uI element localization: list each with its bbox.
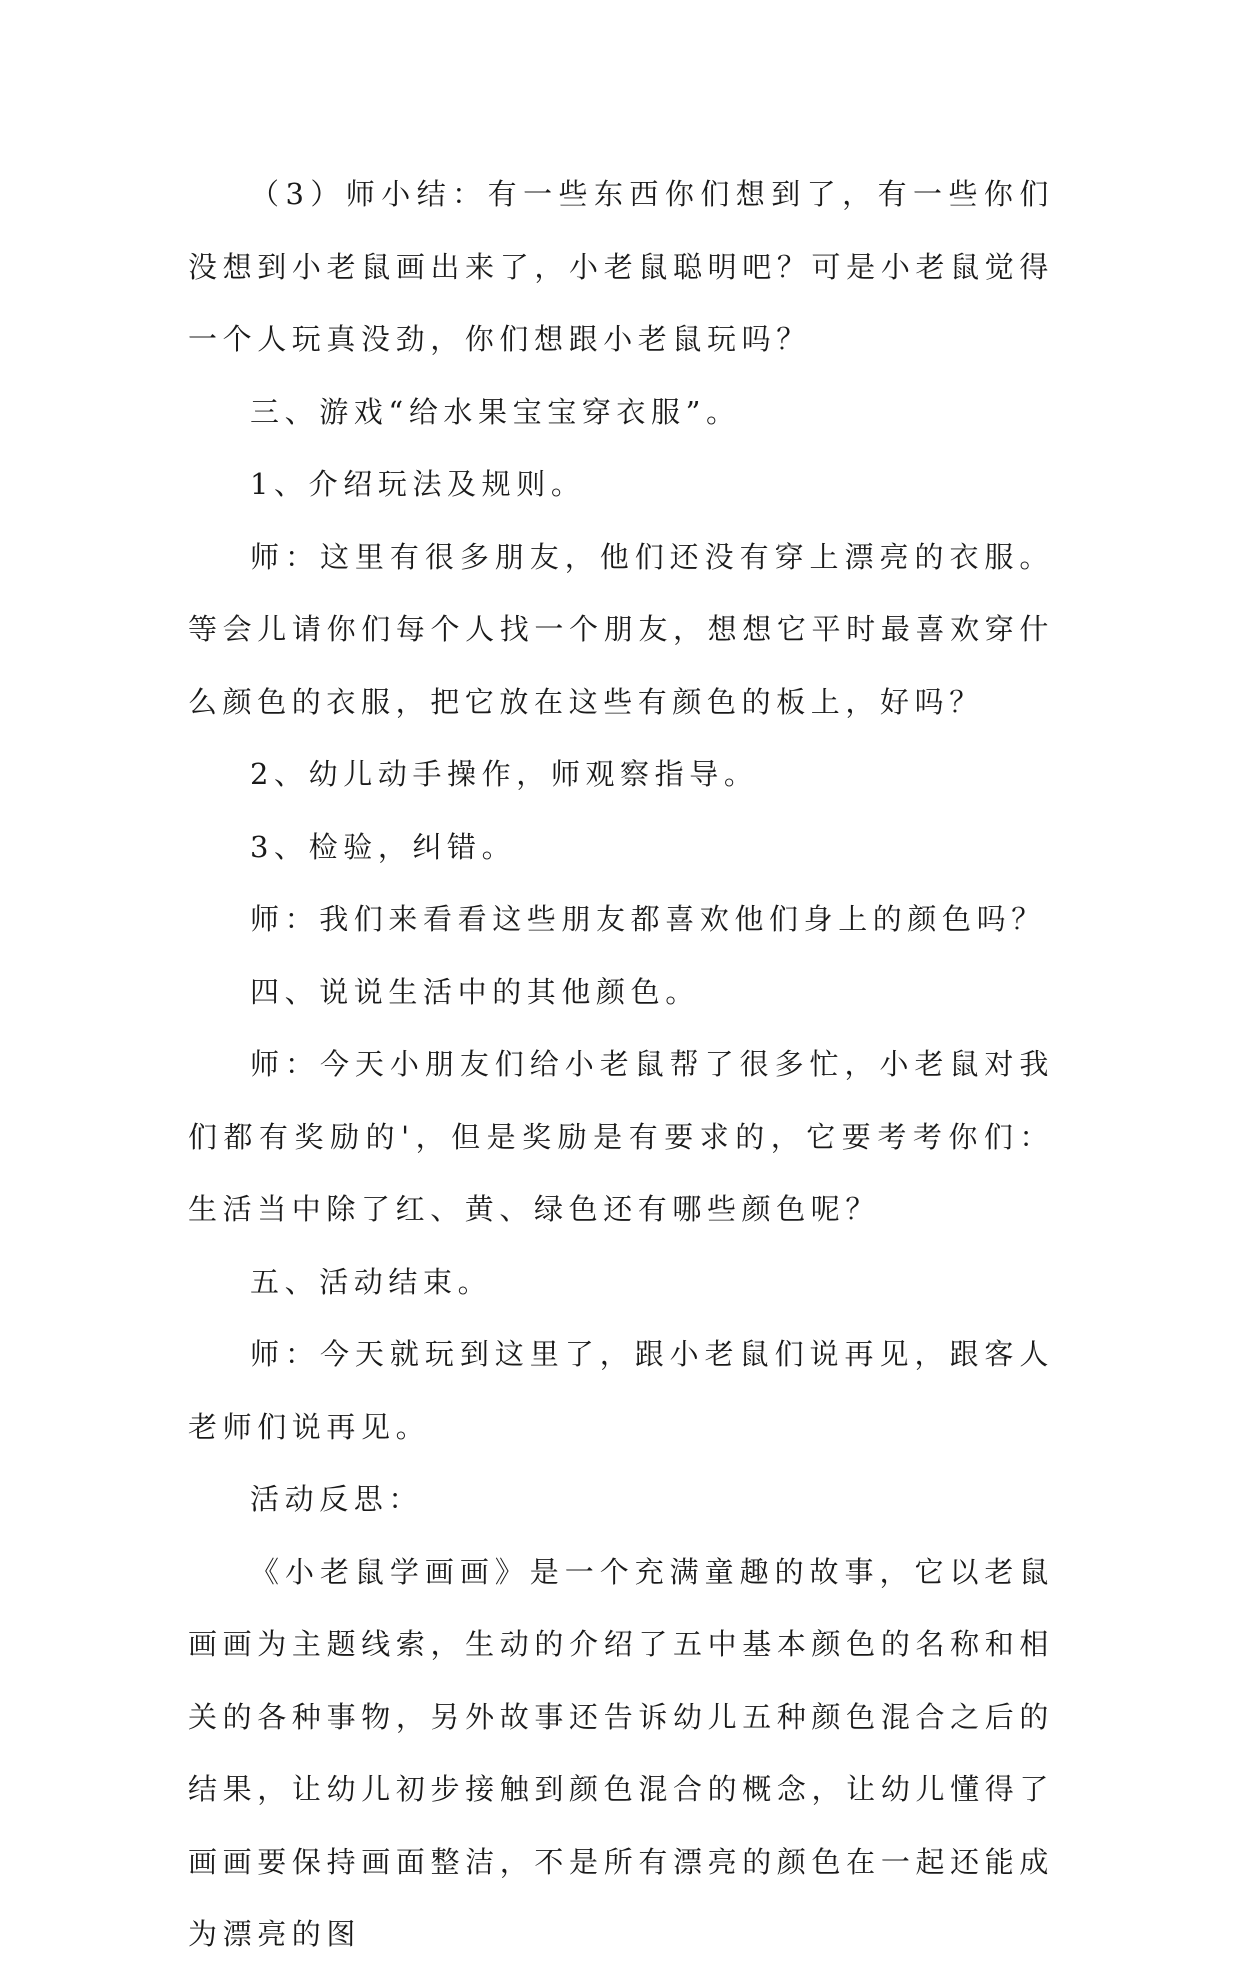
paragraph-reflection: 《小老鼠学画画》是一个充满童趣的故事，它以老鼠画画为主题线索，生动的介绍了五中基本颜色的名称和相关的各种事物，另外故事还告诉幼儿五种颜色混合之后的结果，让幼儿初步接触到颜色混合的概念，让幼儿懂得了画画要保持画面整洁，不是所有漂亮的颜色在一起还能成为漂亮的图: [188, 1554, 1054, 1951]
list-item-rules: 1、介绍玩法及规则。: [250, 467, 586, 501]
heading-section-three: 三、游戏“给水果宝宝穿衣服”。: [250, 394, 741, 429]
paragraph-teacher-reward: 师：今天小朋友们给小老鼠帮了很多忙，小老鼠对我们都有奖励的'，但是奖励是有要求的，它要考考你们：生活当中除了红、黄、绿色还有哪些颜色呢？: [188, 1047, 1054, 1226]
paragraph-teacher-instructions: 师：这里有很多朋友，他们还没有穿上漂亮的衣服。等会儿请你们每个人找一个朋友，想想它平时最喜欢穿什么颜色的衣服，把它放在这些有颜色的板上，好吗？: [188, 539, 1054, 719]
list-item-check: 3、检验，纠错。: [250, 829, 517, 864]
heading-section-five: 五、活动结束。: [250, 1264, 493, 1299]
paragraph-teacher-summary: （3）师小结：有一些东西你们想到了，有一些你们没想到小老鼠画出来了，小老鼠聪明吧？可是小老鼠觉得一个人玩真没劲，你们想跟小老鼠玩吗？: [188, 177, 1054, 356]
list-item-operation: 2、幼儿动手操作，师观察指导。: [250, 757, 759, 791]
document-body: [188, 158, 1054, 1971]
heading-section-four: 四、说说生活中的其他颜色。: [250, 974, 700, 1009]
paragraph-teacher-goodbye: 师：今天就玩到这里了，跟小老鼠们说再见，跟客人老师们说再见。: [188, 1337, 1054, 1444]
paragraph-teacher-question: 师：我们来看看这些朋友都喜欢他们身上的颜色吗？: [250, 902, 1046, 936]
heading-reflection: 活动反思：: [250, 1482, 424, 1516]
